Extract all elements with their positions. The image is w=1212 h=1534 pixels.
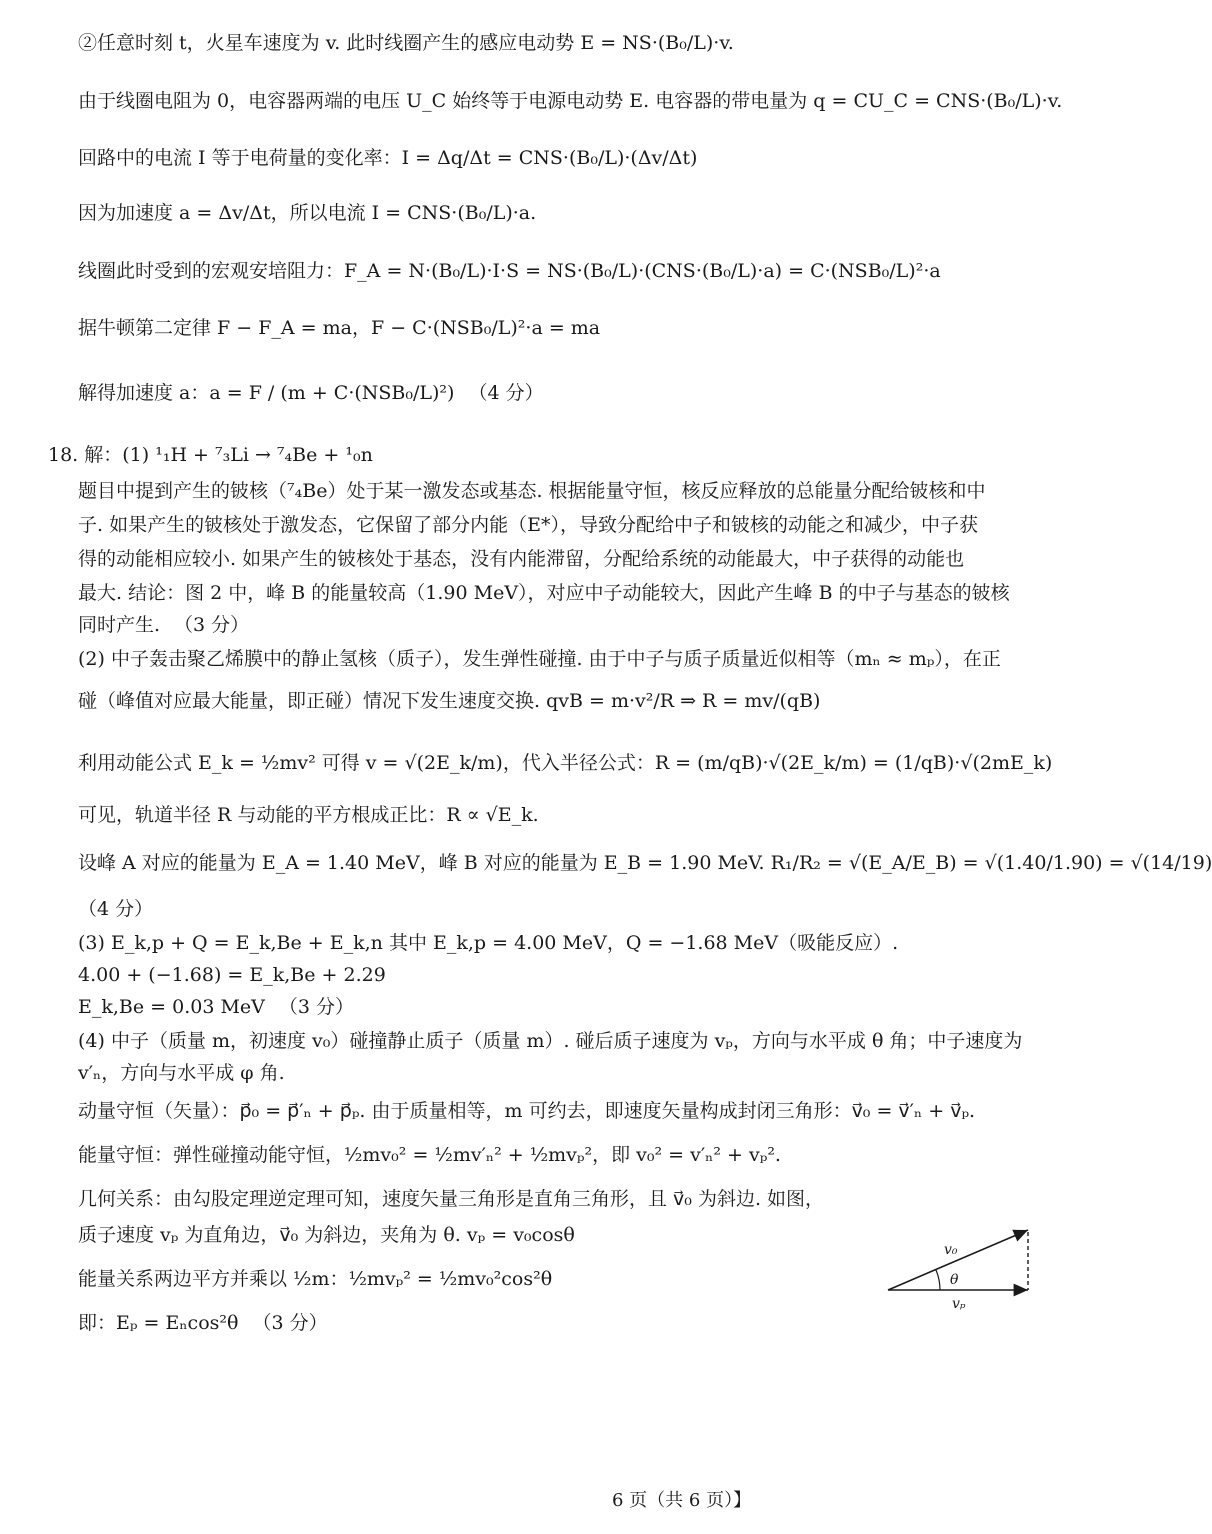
theta-label: θ: [950, 1272, 959, 1288]
text-line: [78, 380, 544, 406]
text-line: 4.00 + (−1.68) = E_k,Be + 2.29: [78, 964, 386, 986]
text-line: 因为加速度 a = Δv/Δt，所以电流 I = CNS·(B₀/L)·a.: [78, 202, 537, 224]
text-line: 能量守恒：弹性碰撞动能守恒，½mv₀² = ½mv′ₙ² + ½mvₚ²，即 v₀² = v′ₙ² + vₚ².: [78, 1144, 781, 1166]
page-footer: 6 页（共 6 页）】: [612, 1490, 752, 1511]
text-line: [78, 1310, 328, 1336]
score-label: （4 分）: [468, 382, 544, 404]
text-line: 最大. 结论：图 2 中，峰 B 的能量较高（1.90 MeV），对应中子动能较大，因此产生峰 B 的中子与基态的铍核: [78, 582, 1010, 604]
formula-text: 即：Eₚ = Eₙcos²θ: [78, 1312, 239, 1334]
text-line: (2) 中子轰击聚乙烯膜中的静止氢核（质子），发生弹性碰撞. 由于中子与质子质量近似相等（mₙ ≈ mₚ），在正: [78, 648, 1001, 670]
text-line: 由于线圈电阻为 0，电容器两端的电压 U_C 始终等于电源电动势 E. 电容器的带电量为 q = CU_C = CNS·(B₀/L)·v.: [78, 90, 1063, 112]
text-line: 回路中的电流 I 等于电荷量的变化率：I = Δq/Δt = CNS·(B₀/L)·(Δv/Δt): [78, 147, 698, 169]
text-line: 题目中提到产生的铍核（⁷₄Be）处于某一激发态或基态. 根据能量守恒，核反应释放的总能量分配给铍核和中: [78, 480, 986, 502]
score-label: （3 分）: [278, 996, 355, 1018]
text-line: 得的动能相应较小. 如果产生的铍核处于基态，没有内能滞留，分配给系统的动能最大，中子获得的动能也: [78, 548, 965, 570]
text-line: 据牛顿第二定律 F − F_A = ma，F − C·(NSB₀/L)²·a = ma: [78, 317, 601, 339]
theta-arc: [936, 1270, 940, 1290]
score-label: （4 分）: [78, 898, 154, 920]
text-line: 利用动能公式 E_k = ½mv² 可得 v = √(2E_k/m)，代入半径公式：R = (m/qB)·√(2E_k/m) = (1/qB)·√(2mE_k): [78, 752, 1053, 774]
score-label: （3 分）: [252, 1312, 328, 1334]
text-line: (3) E_k,p + Q = E_k,Be + E_k,n 其中 E_k,p = 4.00 MeV，Q = −1.68 MeV（吸能反应）.: [78, 932, 899, 954]
text-line: ②任意时刻 t，火星车速度为 v. 此时线圈产生的感应电动势 E = NS·(B₀/L)·v.: [78, 32, 734, 54]
formula-text: 解得加速度 a：a = F / (m + C·(NSB₀/L)²): [78, 382, 455, 404]
text-line: 线圈此时受到的宏观安培阻力：F_A = N·(B₀/L)·I·S = NS·(B₀/L)·(CNS·(B₀/L)·a) = C·(NSB₀/L)²·a: [78, 260, 941, 282]
text-line: 设峰 A 对应的能量为 E_A = 1.40 MeV，峰 B 对应的能量为 E_B = 1.90 MeV. R₁/R₂ = √(E_A/E_B) = √(1.40/1.90) = √(14/19): [78, 852, 1212, 874]
velocity-triangle-figure: [880, 1222, 1040, 1312]
text-line: (4) 中子（质量 m，初速度 v₀）碰撞静止质子（质量 m）. 碰后质子速度为 vₚ，方向与水平成 θ 角；中子速度为: [78, 1030, 1023, 1052]
v0-label: v₀: [944, 1242, 958, 1258]
conclusion-text: 同时产生.: [78, 614, 161, 636]
text-line: [78, 612, 249, 638]
text-line: 质子速度 vₚ 为直角边，v⃗₀ 为斜边，夹角为 θ. vₚ = v₀cosθ: [78, 1224, 575, 1246]
text-line: 碰（峰值对应最大能量，即正碰）情况下发生速度交换. qvB = m·v²/R ⇒ R = mv/(qB): [78, 690, 821, 712]
text-line: 能量关系两边平方并乘以 ½m：½mvₚ² = ½mv₀²cos²θ: [78, 1268, 553, 1290]
text-line: [78, 994, 354, 1020]
text-line: v′ₙ，方向与水平成 φ 角.: [78, 1062, 285, 1084]
question-header: 18. 解：(1) ¹₁H + ⁷₃Li → ⁷₄Be + ¹₀n: [48, 444, 373, 466]
text-line: 动量守恒（矢量）：p⃗₀ = p⃗′ₙ + p⃗ₚ. 由于质量相等，m 可约去，即速度矢量构成封闭三角形：v⃗₀ = v⃗′ₙ + v⃗ₚ.: [78, 1100, 976, 1122]
vp-label: vₚ: [952, 1296, 966, 1312]
score-label: （3 分）: [174, 614, 250, 636]
text-line: 几何关系：由勾股定理逆定理可知，速度矢量三角形是直角三角形，且 v⃗₀ 为斜边. 如图，: [78, 1188, 825, 1210]
text-line: 子. 如果产生的铍核处于激发态，它保留了部分内能（E*），导致分配给中子和铍核的动能之和减少，中子获: [78, 514, 978, 536]
text-line: 可见，轨道半径 R 与动能的平方根成正比：R ∝ √E_k.: [78, 804, 539, 826]
formula-text: E_k,Be = 0.03 MeV: [78, 996, 265, 1018]
